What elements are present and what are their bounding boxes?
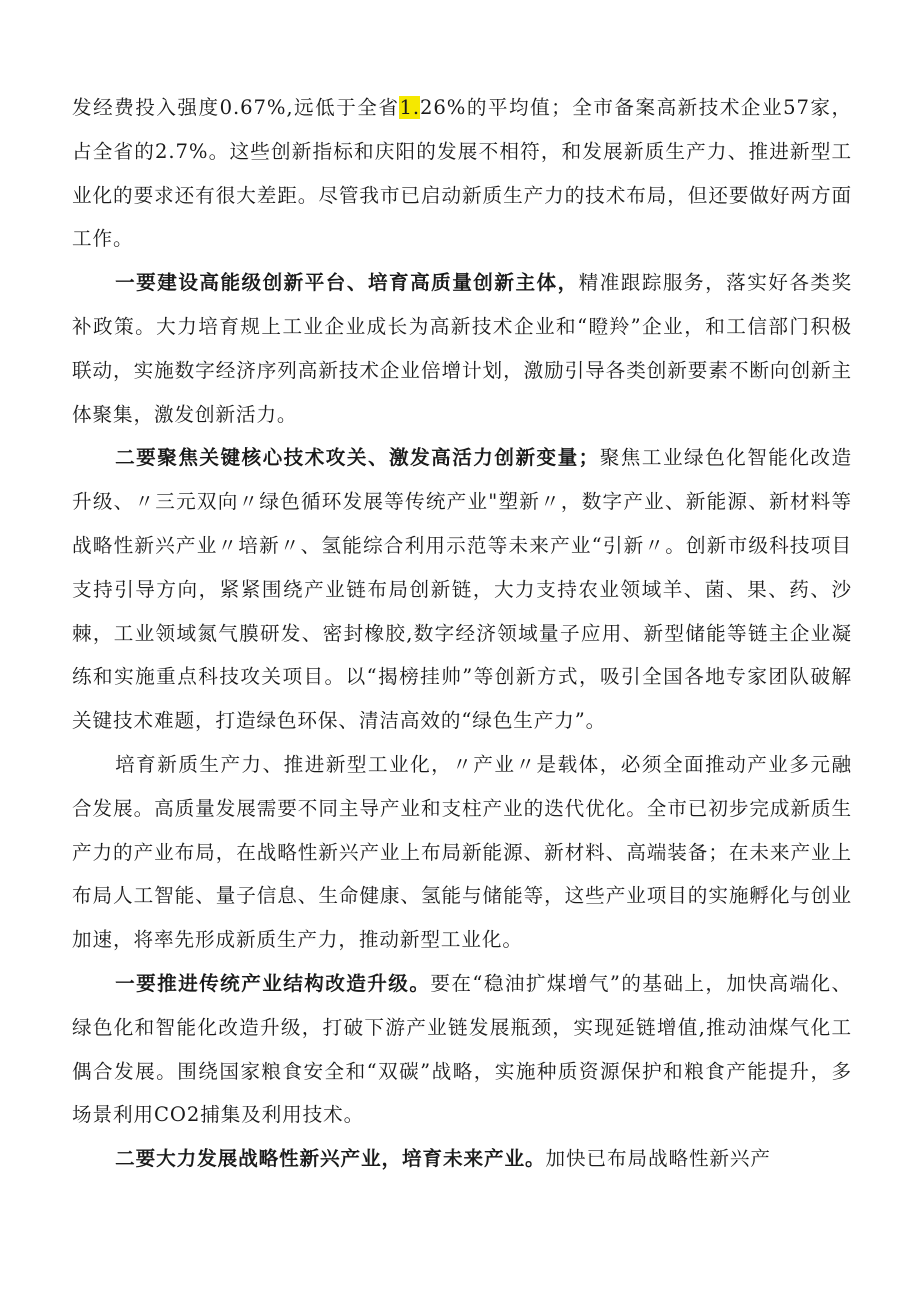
paragraph-2 <box>72 261 852 436</box>
paragraph-6 <box>72 1137 852 1181</box>
paragraph-4: 培育新质生产力、推进新型工业化，〃产业〃是载体，必须全面推动产业多元融合发展。高质量发展需要不同主导产业和支柱产业的迭代优化。全市已初步完成新质生产力的产业布局，在战略性新兴产业上布局新能源、新材料、高端装备；在未来产业上布局人工智能、量子信息、生命健康、氢能与储能等，这些产业项目的实施孵化与创业加速，将率先形成新质生产力，推动新型工业化。 <box>72 752 852 952</box>
paragraph-5 <box>72 962 852 1137</box>
document-page <box>72 86 852 1181</box>
paragraph-1-text-a: 发经费投入强度0.67%,远低于全省 <box>72 96 400 119</box>
paragraph-5-rest: 要在“稳油扩煤增气”的基础上，加快高端化、绿色化和智能化改造升级，打破下游产业链发展瓶颈，实现延链增值,推动油煤气化工偶合发展。围绕国家粮食安全和“双碳”战略，实施种质资源保护和粮食产能提升，多场景利用CO2捕集及利用技术。 <box>72 971 852 1127</box>
paragraph-3 <box>72 436 852 743</box>
paragraph-6-rest: 加快已布局战略性新兴产 <box>545 1147 771 1171</box>
paragraph-3-rest: 聚焦工业绿色化智能化改造升级、〃三元双向〃绿色循环发展等传统产业"塑新〃，数字产业、新能源、新材料等战略性新兴产业〃培新〃、氢能综合利用示范等未来产业“引新〃。创新市级科技项目支持引导方向，紧紧围绕产业链布局创新链，大力支持农业领域羊、菌、果、药、沙棘，工业领域氮气膜研发、密封橡胶,数字经济领域量子应用、新型储能等链主企业凝练和实施重点科技攻关项目。以“揭榜挂帅”等创新方式，吸引全国各地专家团队破解关键技术难题，打造绿色环保、清洁高效的“绿色生产力”。 <box>72 446 852 733</box>
paragraph-1-text-b: 26%的平均值；全市备案高新技术企业57家，占全省的2.7%。这些创新指标和庆阳的发展不相符，和发展新质生产力、推进新型工业化的要求还有很大差距。尽管我市已启动新质生产力的技术布局，但还要做好两方面工作。 <box>72 96 852 251</box>
paragraph-2-rest: 精准跟踪服务，落实好各类奖补政策。大力培育规上工业企业成长为高新技术企业和“瞪羚”企业，和工信部门积极联动，实施数字经济序列高新技术企业倍增计划，激励引导各类创新要素不断向创新主体聚集，激发创新活力。 <box>72 271 852 426</box>
paragraph-5-lead: 一要推进传统产业结构改造升级。 <box>115 971 431 995</box>
paragraph-3-lead: 二要聚焦关键核心技术攻关、激发高活力创新变量； <box>115 446 600 470</box>
paragraph-6-lead: 二要大力发展战略性新兴产业，培育未来产业。 <box>115 1147 546 1171</box>
highlighted-text: 1. <box>399 96 420 119</box>
paragraph-1 <box>72 86 852 261</box>
paragraph-2-lead: 一要建设高能级创新平台、培育高质量创新主体， <box>115 271 579 295</box>
